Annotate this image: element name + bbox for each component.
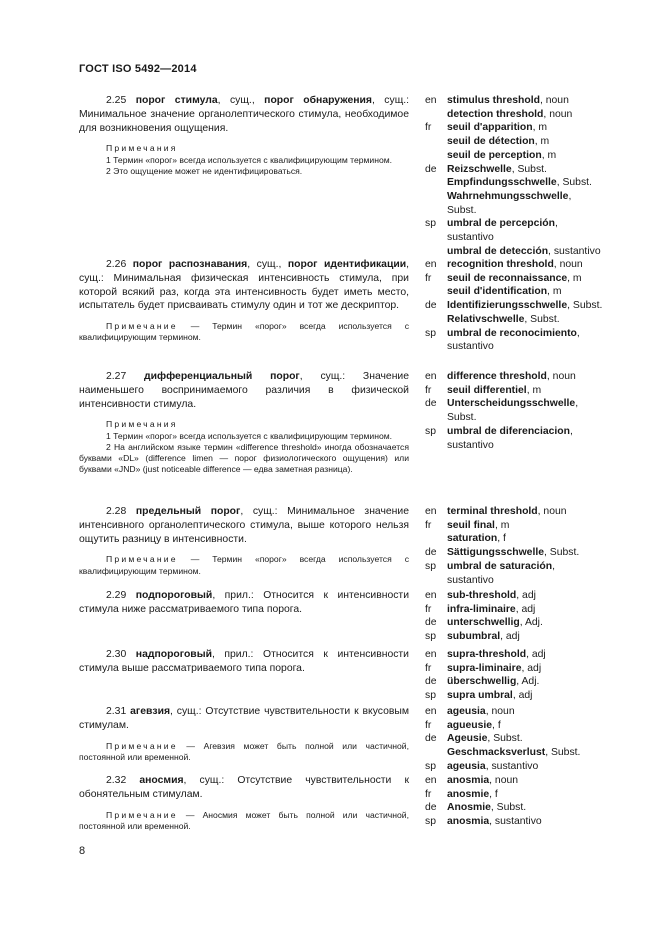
term-definition: 2.25 порог стимула, сущ., порог обнаружения, сущ.: Минимальное значение органолептического стимула, необходимое для возникновения ощущения. [79,95,410,134]
equivalent-terms: en anosmia, noun fr anosmie, f de Anosmie, Subst. sp anosmia, sustantivo [425,775,542,828]
entry-definition-column [79,258,409,344]
term-notes: Примечания 1 Термин «порог» всегда используется с квалифицирующим термином. 2 Это ощущение может не идентифицироваться. [106,143,393,176]
term-definition: 2.28 предельный порог, сущ.: Минимальное значение интенсивного органолептического стимула, выше которого нельзя ощутить разницу в интенсивности. [79,506,409,545]
term-definition: 2.26 порог распознавания, сущ., порог идентификации, сущ.: Минимальная физическая интенсивность стимула, при которой всякий раз, когда эта интенсивность будет иметь место, испытатель будет присваивать стимулу один и тот же дескриптор. [79,259,410,312]
equivalent-terms: en recognition threshold, noun fr seuil de reconnaissance, m seuil d'identification, m de Identifizierungsschwelle, Subst. Relativschwelle, Subst. sp umbral de reconocimiento, sustantivo [425,259,603,353]
term-notes: Примечание — Термин «порог» всегда используется с квалифицирующим термином. [79,321,409,343]
term-notes: Примечание — Аносмия может быть полной или частичной, постоянной или временной. [79,809,409,831]
entry-definition-column [79,505,409,577]
page-number: 8 [79,845,86,857]
term-definition: 2.31 агевзия, сущ.: Отсутствие чувствительности к вкусовым стимулам. [79,706,409,731]
term-notes: Примечание — Агевзия может быть полной или частичной, постоянной или временной. [79,740,409,762]
equivalent-terms: en ageusia, noun fr agueusie, f de Ageusie, Subst. Geschmacksverlust, Subst. sp ageusia, sustantivo [425,706,581,772]
term-definition: 2.29 подпороговый, прил.: Относится к интенсивности стимула ниже рассматриваемого типа порога. [79,590,409,615]
entry-definition-column [79,648,409,676]
entry-definition-column [79,774,409,832]
term-definition: 2.30 надпороговый, прил.: Относится к интенсивности стимула выше рассматриваемого типа порога. [79,649,409,674]
entry-definition-column [79,589,409,617]
term-notes: Примечания 1 Термин «порог» всегда используется с квалифицирующим термином. 2 На английском языке термин «difference threshold» иногда обозначается буквами «DL» (difference limen — порог физиологического ощущения) или буквами «JND» (just noticeable difference — едва заметная разница). [79,419,409,475]
equivalent-terms: en supra-threshold, adj fr supra-liminaire, adj de überschwellig, Adj. sp supra umbral, adj [425,649,546,702]
entry-definition-column [79,705,409,763]
term-notes: Примечание — Термин «порог» всегда используется с квалифицирующим термином. [79,554,409,576]
equivalent-terms: en stimulus threshold, noun detection threshold, noun fr seuil d'apparition, m seuil de détection, m seuil de perception, m de Reizschwelle, Subst. Empfindungsschwelle, Subst. Wahrnehmungsschwelle, Subst. sp umbral de percepción, sustantivo umbral de detección, sustantivo [425,95,601,257]
entry-definition-column [79,370,409,475]
document-header: ГОСТ ISO 5492—2014 [79,63,197,75]
term-definition: 2.32 аносмия, сущ.: Отсутствие чувствительности к обонятельным стимулам. [79,775,409,800]
equivalent-terms: en difference threshold, noun fr seuil differentiel, m de Unterscheidungsschwelle, Subst. sp umbral de diferenciacion, sustantivo [425,371,579,451]
equivalent-terms: en terminal threshold, noun fr seuil final, m saturation, f de Sättigungsschwelle, Subst. sp umbral de saturación, sustantivo [425,506,580,586]
entry-definition-column [79,94,409,177]
equivalent-terms: en sub-threshold, adj fr infra-liminaire, adj de unterschwellig, Adj. sp subumbral, adj [425,590,543,643]
term-definition: 2.27 дифференциальный порог, сущ.: Значение наименьшего воспринимаемого различия в физической интенсивности стимула. [79,371,410,410]
